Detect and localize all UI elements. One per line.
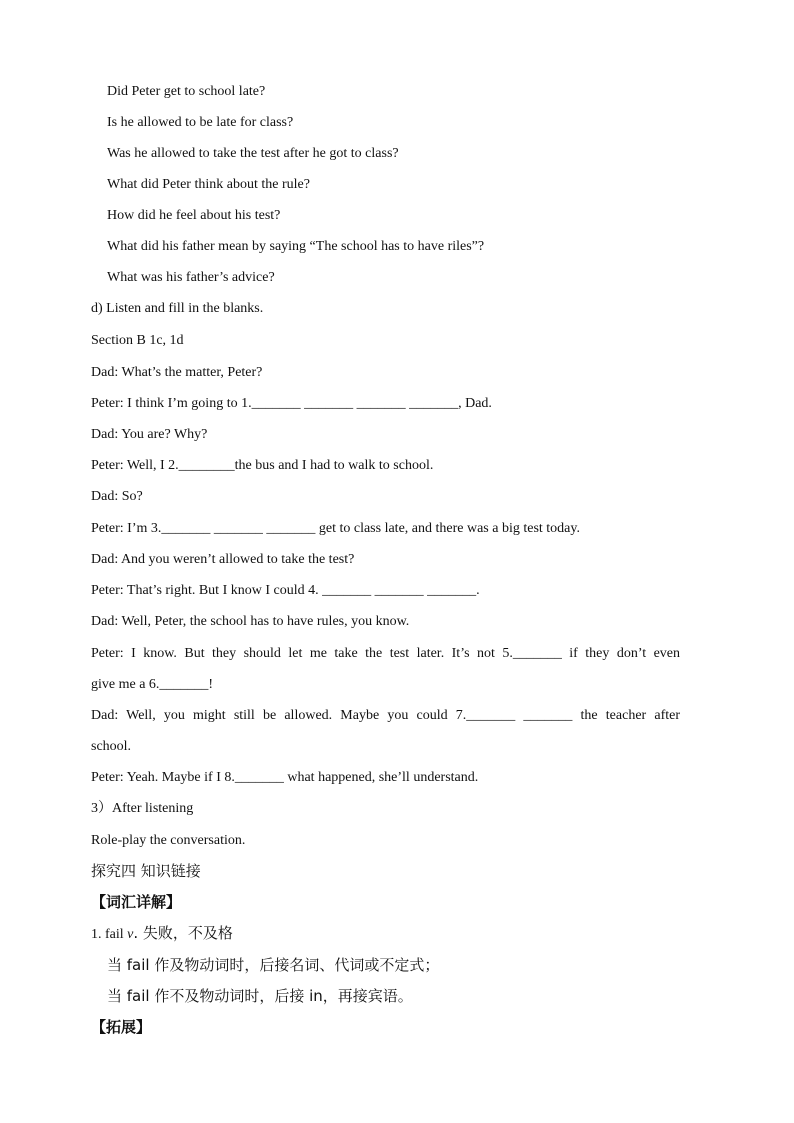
fail-definition [91, 924, 233, 944]
fail-number: 1. fail [91, 927, 128, 942]
question-3: Was he allowed to take the test after he got to class? [107, 146, 399, 161]
dialogue-line-5: Dad: So? [91, 489, 143, 504]
dialogue-line-3: Dad: You are? Why? [91, 427, 208, 442]
fail-note-transitive: 当 fail 作及物动词时，后接名词、代词或不定式； [107, 956, 440, 974]
after-listening-heading: 3）After listening [91, 801, 194, 816]
role-play-instruction: Role-play the conversation. [91, 833, 246, 848]
question-4: What did Peter think about the rule? [107, 177, 310, 192]
dialogue-line-7: Dad: And you weren’t allowed to take the test? [91, 552, 355, 567]
dialogue-line-11: give me a 6._______! [91, 677, 214, 692]
fail-pos: v [127, 927, 134, 942]
dialogue-line-2: Peter: I think I’m going to 1._______ _______ _______ _______, Dad. [91, 396, 492, 411]
question-6: What did his father mean by saying “The school has to have riles”? [107, 239, 485, 254]
question-2: Is he allowed to be late for class? [107, 115, 294, 130]
dialogue-line-13: school. [91, 739, 132, 754]
section-heading: Section B 1c, 1d [91, 333, 184, 348]
vocab-title: 【词汇详解】 [91, 893, 182, 911]
question-7: What was his father’s advice? [107, 270, 275, 285]
fail-note-intransitive: 当 fail 作不及物动词时，后接 in，再接宾语。 [107, 987, 413, 1005]
question-5: How did he feel about his test? [107, 208, 281, 223]
dialogue-line-12: Dad: Well, you might still be allowed. Maybe you could 7._______ _______ the teacher after [91, 708, 680, 723]
dialogue-line-6: Peter: I’m 3._______ _______ _______ get to class late, and there was a big test today. [91, 521, 580, 536]
explore-title: 探究四 知识链接 [91, 862, 201, 880]
question-1: Did Peter get to school late? [107, 84, 266, 99]
dialogue-line-10: Peter: I know. But they should let me take the test later. It’s not 5._______ if they don’t even [91, 646, 680, 661]
dialogue-line-8: Peter: That’s right. But I know I could 4. _______ _______ _______. [91, 583, 480, 598]
extend-title: 【拓展】 [91, 1018, 152, 1036]
task-instruction: d) Listen and fill in the blanks. [91, 301, 264, 316]
dialogue-line-1: Dad: What’s the matter, Peter? [91, 365, 263, 380]
dialogue-line-4: Peter: Well, I 2.________the bus and I had to walk to school. [91, 458, 434, 473]
fail-meaning: . 失败，不及格 [133, 924, 233, 942]
dialogue-line-14: Peter: Yeah. Maybe if I 8._______ what happened, she’ll understand. [91, 770, 479, 785]
dialogue-line-9: Dad: Well, Peter, the school has to have rules, you know. [91, 614, 410, 629]
